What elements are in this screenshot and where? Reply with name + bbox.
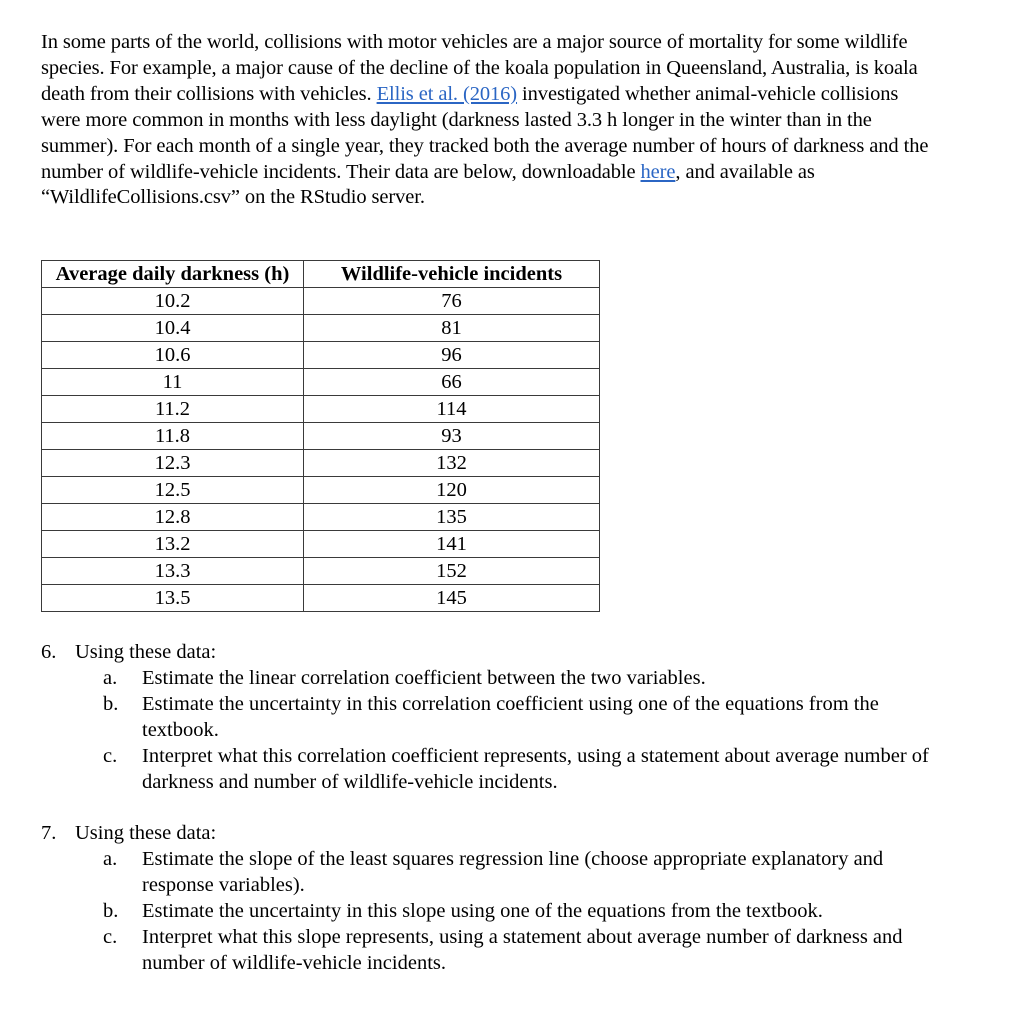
intro-text-3: , and available as “WildlifeCollisions.csv” on the RStudio server.: [41, 160, 815, 209]
table-row: [42, 396, 600, 423]
darkness-cell: 12.3: [42, 450, 304, 477]
question-text: Using these data:: [75, 641, 217, 663]
item-label: c.: [103, 926, 118, 948]
question-6: [41, 639, 941, 795]
incidents-cell: 141: [304, 531, 600, 558]
darkness-cell: 12.5: [42, 477, 304, 504]
darkness-cell: 13.3: [42, 558, 304, 585]
question-heading: [41, 639, 941, 665]
question-item: [103, 846, 941, 898]
item-label: b.: [103, 693, 119, 715]
intro-text-2: investigated whether animal-vehicle collisions were more common in months with less daylight (darkness lasted 3.3 h longer in the winter than in the summer). For each month of a single year, they tracked both the average number of hours of darkness and the number of wildlife-vehicle incidents. Their data are below, downloadable: [41, 82, 929, 183]
table-row: [42, 342, 600, 369]
column-header-incidents: Wildlife-vehicle incidents: [304, 261, 600, 288]
darkness-cell: 10.6: [42, 342, 304, 369]
table-row: [42, 423, 600, 450]
data-table: [41, 260, 600, 612]
incidents-cell: 132: [304, 450, 600, 477]
question-item: [103, 924, 941, 976]
darkness-cell: 10.4: [42, 315, 304, 342]
table-header-row: [42, 261, 600, 288]
table-row: [42, 288, 600, 315]
document-page: [41, 30, 941, 211]
darkness-cell: 10.2: [42, 288, 304, 315]
incidents-cell: 66: [304, 369, 600, 396]
question-item: [103, 743, 941, 795]
item-label: a.: [103, 848, 118, 870]
incidents-cell: 152: [304, 558, 600, 585]
incidents-cell: 114: [304, 396, 600, 423]
question-number: 7.: [41, 822, 57, 844]
item-text: Estimate the uncertainty in this correlation coefficient using one of the equations from the textbook.: [142, 693, 879, 741]
question-heading: [41, 820, 941, 846]
item-label: b.: [103, 900, 119, 922]
darkness-cell: 12.8: [42, 504, 304, 531]
item-text: Interpret what this correlation coefficient represents, using a statement about average number of darkness and number of wildlife-vehicle incidents.: [142, 745, 929, 793]
question-item: [103, 898, 941, 924]
question-item: [103, 691, 941, 743]
download-link[interactable]: here: [640, 160, 676, 183]
table-row: [42, 315, 600, 342]
item-label: a.: [103, 667, 118, 689]
darkness-cell: 11.2: [42, 396, 304, 423]
table-row: [42, 504, 600, 531]
incidents-cell: 135: [304, 504, 600, 531]
table-row: [42, 450, 600, 477]
incidents-cell: 145: [304, 585, 600, 612]
item-text: Estimate the linear correlation coefficient between the two variables.: [142, 667, 706, 689]
question-number: 6.: [41, 641, 57, 663]
incidents-cell: 120: [304, 477, 600, 504]
column-header-darkness: Average daily darkness (h): [42, 261, 304, 288]
item-text: Estimate the uncertainty in this slope using one of the equations from the textbook.: [142, 900, 823, 922]
question-item: [103, 665, 941, 691]
intro-paragraph: [41, 30, 941, 211]
table-row: [42, 558, 600, 585]
question-text: Using these data:: [75, 822, 217, 844]
incidents-cell: 76: [304, 288, 600, 315]
item-label: c.: [103, 745, 118, 767]
intro-text-1: In some parts of the world, collisions with motor vehicles are a major source of mortality for some wildlife species. For example, a major cause of the decline of the koala population in Queensland, Australia, is koala death from their collisions with vehicles.: [41, 31, 918, 105]
table-row: [42, 531, 600, 558]
item-text: Estimate the slope of the least squares regression line (choose appropriate explanatory and response variables).: [142, 848, 884, 896]
darkness-cell: 13.5: [42, 585, 304, 612]
darkness-cell: 11.8: [42, 423, 304, 450]
darkness-cell: 11: [42, 369, 304, 396]
table-row: [42, 477, 600, 504]
darkness-cell: 13.2: [42, 531, 304, 558]
incidents-cell: 96: [304, 342, 600, 369]
citation-link[interactable]: Ellis et al. (2016): [376, 82, 518, 105]
item-text: Interpret what this slope represents, using a statement about average number of darkness and number of wildlife-vehicle incidents.: [142, 926, 903, 974]
incidents-cell: 81: [304, 315, 600, 342]
table-row: [42, 369, 600, 396]
table-row: [42, 585, 600, 612]
incidents-cell: 93: [304, 423, 600, 450]
question-7: [41, 820, 941, 976]
